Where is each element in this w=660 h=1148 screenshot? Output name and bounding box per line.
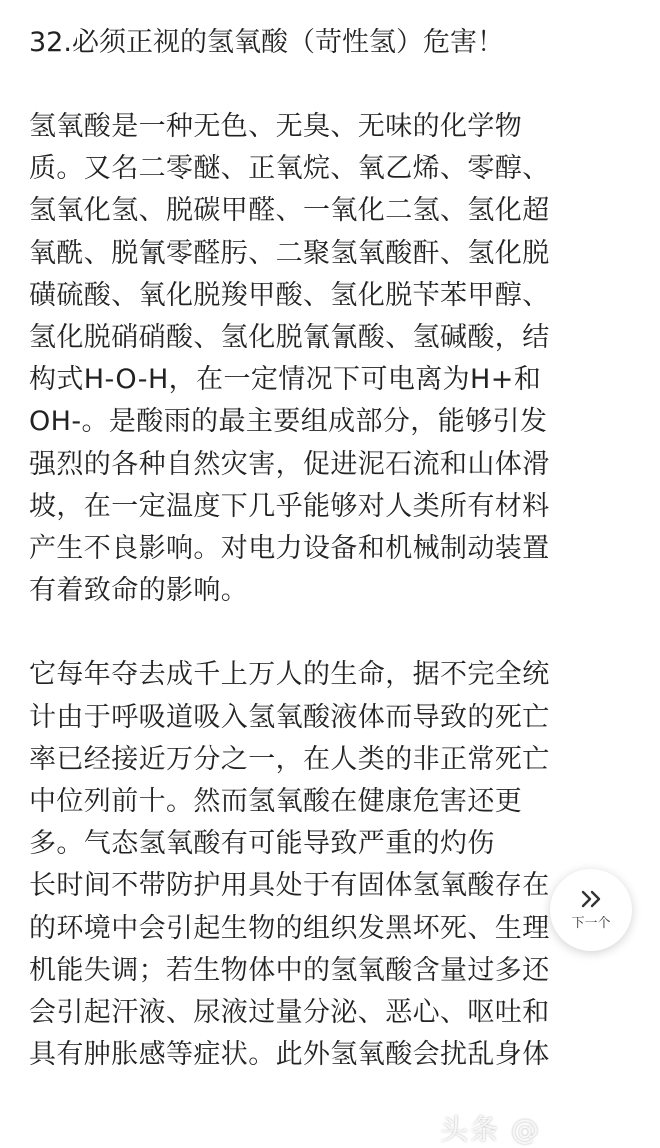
article	[29, 18, 633, 1118]
paragraph-line: 有着致命的影响。	[29, 575, 249, 607]
watermark: 头条 @	[440, 1113, 541, 1146]
article-paragraph-1	[29, 106, 633, 612]
paragraph-line: 产生不良影响。对电力设备和机械制动装置	[29, 533, 550, 565]
next-button-label: 下一个	[571, 915, 611, 931]
paragraph-line: OH-。是酸雨的最主要组成部分，能够引发	[29, 406, 548, 438]
paragraph-line: 中位列前十。然而氢氧酸在健康危害还更	[29, 786, 523, 818]
paragraph-line: 率已经接近万分之一，在人类的非正常死亡	[29, 743, 550, 775]
article-title: 32.必须正视的氢氧酸（苛性氢）危害！	[29, 27, 504, 58]
paragraph-line: 多。气态氢氧酸有可能导致严重的灼伤	[29, 828, 495, 860]
paragraph-line: 计由于呼吸道吸入氢氧酸液体而导致的死亡	[29, 701, 550, 733]
paragraph-line: 氧酰、脱氰零醛肟、二聚氢氧酸酐、氢化脱	[29, 237, 550, 269]
next-article-button[interactable]	[550, 869, 632, 951]
paragraph-line: 会引起汗液、尿液过量分泌、恶心、呕吐和	[29, 997, 550, 1029]
article-paragraph-2	[29, 654, 633, 1076]
paragraph-line: 具有肿胀感等症状。此外氢氧酸会扰乱身体	[29, 1039, 550, 1071]
paragraph-line: 质。又名二零醚、正氧烷、氧乙烯、零醇、	[29, 153, 550, 185]
paragraph-line: 机能失调；若生物体中的氢氧酸含量过多还	[29, 954, 550, 986]
paragraph-line: 强烈的各种自然灾害，促进泥石流和山体滑	[29, 448, 550, 480]
double-chevron-right-icon	[579, 890, 603, 908]
paragraph-line: 它每年夺去成千上万人的生命，据不完全统	[29, 659, 550, 691]
paragraph-line: 氢化脱硝硝酸、氢化脱氰氰酸、氢碱酸，结	[29, 322, 550, 354]
paragraph-line: 长时间不带防护用具处于有固体氢氧酸存在	[29, 870, 550, 902]
paragraph-line: 的环境中会引起生物的组织发黑坏死、生理	[29, 912, 550, 944]
paragraph-line: 坡，在一定温度下几乎能够对人类所有材料	[29, 490, 550, 522]
paragraph-line: 氢氧酸是一种无色、无臭、无味的化学物	[29, 111, 523, 142]
paragraph-line: 磺硫酸、氧化脱羧甲酸、氢化脱苄苯甲醇、	[29, 279, 550, 311]
paragraph-line: 氢氧化氢、脱碳甲醛、一氧化二氢、氢化超	[29, 195, 550, 227]
paragraph-line: 构式H-O-H，在一定情况下可电离为H+和	[29, 364, 542, 396]
